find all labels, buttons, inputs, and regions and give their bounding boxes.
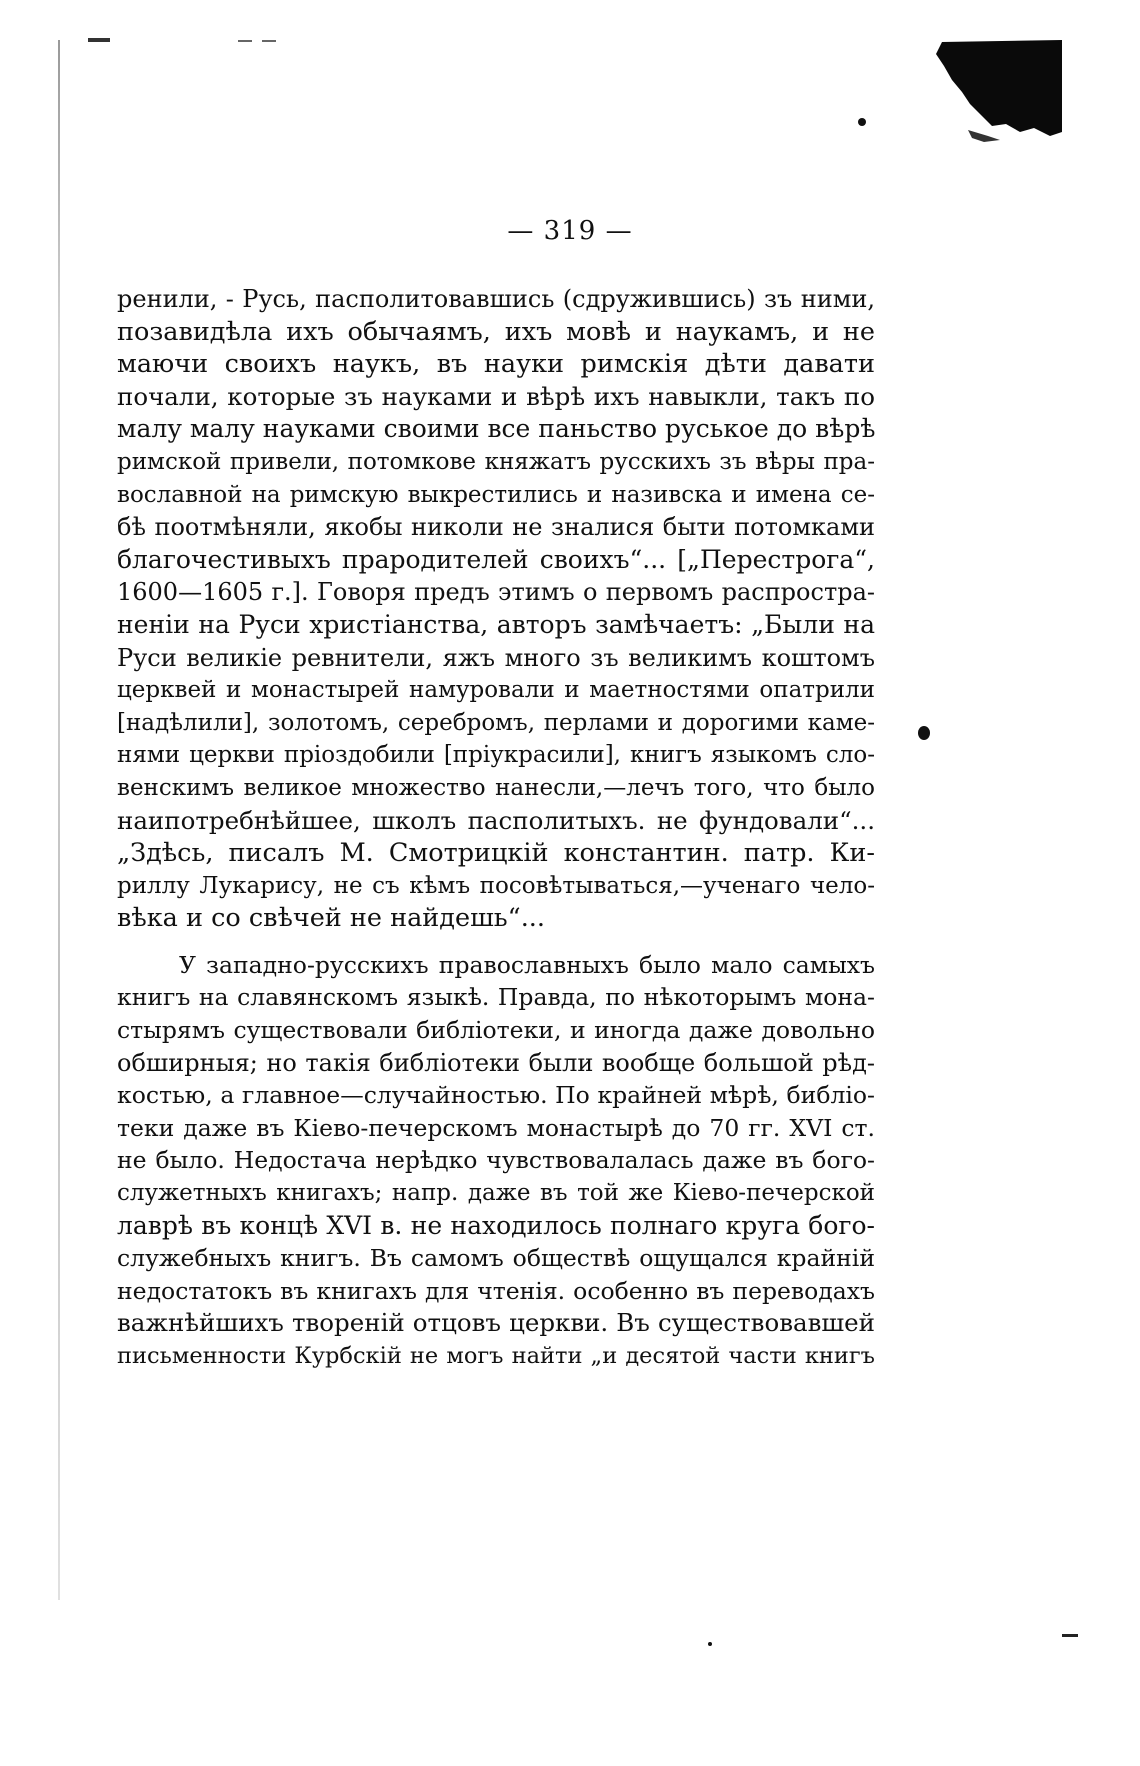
text-line: римской привели, потомкове княжатъ русскихъ зъ вѣры пра- [117,448,875,475]
text-line: благочестивыхъ прародителей своихъ“... [„Перестрога“, [117,544,875,574]
scan-mark [1062,1634,1078,1637]
text-line: позавидѣла ихъ обычаямъ, ихъ мовѣ и наукамъ, и не [117,316,875,347]
text-line: [надѣлили], золотомъ, серебромъ, перлами и дорогими каме- [117,709,875,736]
paragraph-2 [117,949,875,1373]
text-line: обширныя; но такія библіотеки были вообще большой рѣд- [117,1048,875,1077]
text-line: важнѣйшихъ твореній отцовъ церкви. Въ существовавшей [117,1308,875,1338]
scan-mark [88,38,110,42]
text-line: вославной на римскую выкрестились и називска и имена се- [117,481,875,508]
text-line: ренили, - Русь, пасполитовавшись (сдружившись) зъ ними, [117,285,875,313]
text-line: недостатокъ въ книгахъ для чтенія. особенно въ переводахъ [117,1276,875,1305]
text-line: не было. Недостача нерѣдко чувствовалалась даже въ бого- [117,1146,875,1175]
text-line: теки даже въ Кіево-печерскомъ монастырѣ до 70 гг. XVI ст. [117,1113,875,1142]
text-line: маючи своихъ наукъ, въ науки римскія дѣти давати [117,349,875,380]
text-line: 1600—1605 г.]. Говоря предъ этимъ о первомъ распростра- [117,578,875,607]
text-line: почали, которые зъ науками и вѣрѣ ихъ навыкли, такъ по [117,381,875,411]
body-text [117,283,875,1373]
page-number: — 319 — [507,216,633,246]
text-line: костью, а главное—случайностью. По крайней мѣрѣ, библіо- [117,1081,875,1110]
text-line: наипотребнѣйшее, школъ пасполитыхъ. не фундовали“... [117,805,875,835]
text-line: служебныхъ книгъ. Въ самомъ обществѣ ощущался крайній [117,1244,875,1273]
text-line: „Здѣсь, писалъ М. Смотрицкій константин. патр. Ки- [117,838,875,869]
scan-edge-line [58,40,60,1600]
text-line: лаврѣ въ концѣ XVI в. не находилось полнаго круга бого- [117,1210,875,1240]
ink-blot [922,40,1062,150]
text-line: церквей и монастырей намуровали и маетностями опатрили [117,677,875,704]
scan-mark [262,40,276,42]
ink-speck [858,118,866,126]
text-line: книгъ на славянскомъ языкѣ. Правда, по нѣкоторымъ мона- [117,983,875,1012]
text-line: У западно-русскихъ православныхъ было мало самыхъ [179,950,875,979]
text-line: служетныхъ книгахъ; напр. даже въ той же Кіево-печерской [117,1180,875,1207]
scan-mark [238,40,252,42]
text-line: нями церкви пріоздобили [пріукрасили], книгъ языкомъ сло- [117,742,875,769]
text-line: письменности Курбскій не могъ найти „и десятой части книгъ [117,1343,875,1369]
text-line: венскимъ великое множество нанесли,—лечъ того, что было [117,774,875,801]
text-line: риллу Лукарису, не съ кѣмъ посовѣтываться,—ученаго чело- [117,872,875,899]
ink-speck [918,726,930,740]
ink-speck [708,1642,712,1646]
text-line: вѣка и со свѣчей не найдешь“... [117,903,546,934]
text-line: бѣ поотмѣняли, якобы николи не зналися быти потомками [117,513,875,542]
text-line: Руси великіе ревнители, яжъ много зъ великимъ коштомъ [117,643,875,672]
paragraph-1 [117,283,875,935]
text-line: неніи на Руси христіанства, авторъ замѣчаетъ: „Были на [117,609,875,639]
text-line: стырямъ существовали библіотеки, и иногда даже довольно [117,1016,875,1045]
text-line: малу малу науками своими все паньство руськое до вѣрѣ [117,414,876,444]
